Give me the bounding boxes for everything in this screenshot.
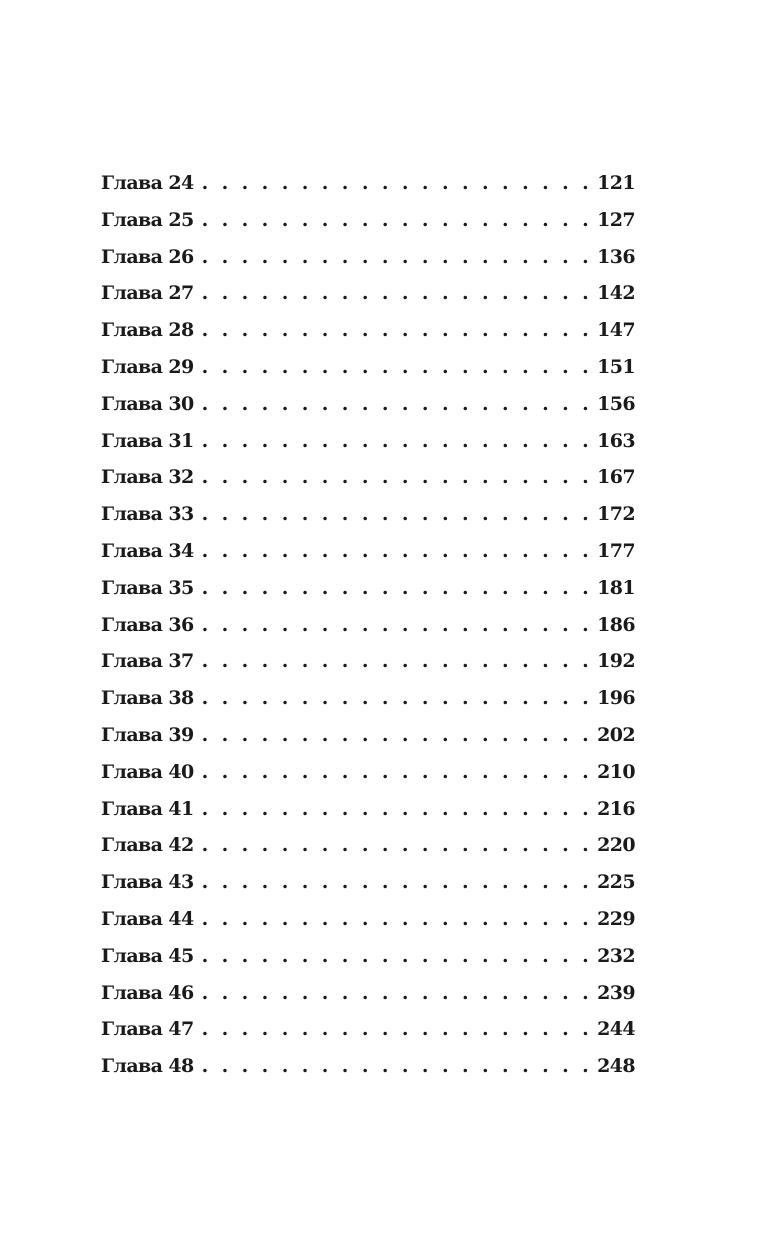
chapter-label: Глава 39 xyxy=(101,723,194,746)
toc-entry[interactable] xyxy=(101,614,635,651)
toc-entry[interactable] xyxy=(101,724,635,761)
dot-leader xyxy=(202,761,592,783)
toc-entry[interactable] xyxy=(101,356,635,393)
chapter-label: Глава 47 xyxy=(101,1018,194,1041)
dot-leader xyxy=(202,650,592,672)
dot-leader xyxy=(202,724,592,746)
page-number: 225 xyxy=(597,871,635,894)
page-number: 127 xyxy=(597,208,635,231)
chapter-label: Глава 32 xyxy=(101,466,194,489)
page-number: 156 xyxy=(597,392,635,415)
dot-leader xyxy=(202,982,592,1004)
toc-entry[interactable] xyxy=(101,834,635,871)
page-number: 248 xyxy=(597,1055,635,1078)
page-number: 202 xyxy=(597,723,635,746)
toc-entry[interactable] xyxy=(101,871,635,908)
page-number: 196 xyxy=(597,687,635,710)
dot-leader xyxy=(202,1018,592,1040)
toc-entry[interactable] xyxy=(101,466,635,503)
dot-leader xyxy=(202,798,592,820)
toc-entry[interactable] xyxy=(101,1018,635,1055)
chapter-label: Глава 36 xyxy=(101,613,194,636)
dot-leader xyxy=(202,246,592,268)
toc-entry[interactable] xyxy=(101,209,635,246)
toc-entry[interactable] xyxy=(101,319,635,356)
page-number: 163 xyxy=(597,429,635,452)
toc-entry[interactable] xyxy=(101,908,635,945)
dot-leader xyxy=(202,577,592,599)
chapter-label: Глава 28 xyxy=(101,319,194,342)
toc-entry[interactable] xyxy=(101,246,635,283)
chapter-label: Глава 42 xyxy=(101,834,194,857)
toc-entry[interactable] xyxy=(101,687,635,724)
chapter-label: Глава 24 xyxy=(101,172,194,194)
chapter-label: Глава 41 xyxy=(101,797,194,820)
chapter-label: Глава 35 xyxy=(101,576,194,599)
page-number: 151 xyxy=(597,355,635,378)
page-number: 136 xyxy=(597,245,635,268)
dot-leader xyxy=(202,834,592,856)
toc-entry[interactable] xyxy=(101,945,635,982)
toc-entry[interactable] xyxy=(101,761,635,798)
dot-leader xyxy=(202,356,592,378)
page-number: 210 xyxy=(597,760,635,783)
chapter-label: Глава 27 xyxy=(101,282,194,305)
page-number: 220 xyxy=(597,834,635,857)
toc-entry[interactable] xyxy=(101,172,635,209)
page-number: 177 xyxy=(597,539,635,562)
chapter-label: Глава 30 xyxy=(101,392,194,415)
page-number: 172 xyxy=(597,503,635,526)
dot-leader xyxy=(202,871,592,893)
dot-leader xyxy=(202,687,592,709)
chapter-label: Глава 37 xyxy=(101,650,194,673)
chapter-label: Глава 29 xyxy=(101,355,194,378)
toc-entry[interactable] xyxy=(101,982,635,1019)
page-number: 244 xyxy=(597,1018,635,1041)
chapter-label: Глава 34 xyxy=(101,539,194,562)
dot-leader xyxy=(202,945,592,967)
toc-entry[interactable] xyxy=(101,282,635,319)
toc-entry[interactable] xyxy=(101,503,635,540)
toc-entry[interactable] xyxy=(101,430,635,467)
chapter-label: Глава 43 xyxy=(101,871,194,894)
chapter-label: Глава 48 xyxy=(101,1055,194,1078)
page-number: 216 xyxy=(597,797,635,820)
toc-entry[interactable] xyxy=(101,650,635,687)
chapter-label: Глава 46 xyxy=(101,981,194,1004)
dot-leader xyxy=(202,319,592,341)
toc-entry[interactable] xyxy=(101,1055,635,1092)
page-number: 192 xyxy=(597,650,635,673)
chapter-label: Глава 26 xyxy=(101,245,194,268)
page-number: 229 xyxy=(597,907,635,930)
dot-leader xyxy=(202,1055,592,1077)
chapter-label: Глава 40 xyxy=(101,760,194,783)
dot-leader xyxy=(202,172,592,194)
page-number: 186 xyxy=(597,613,635,636)
chapter-label: Глава 31 xyxy=(101,429,194,452)
toc-entry[interactable] xyxy=(101,798,635,835)
dot-leader xyxy=(202,614,592,636)
chapter-label: Глава 44 xyxy=(101,907,194,930)
chapter-label: Глава 33 xyxy=(101,503,194,526)
page-number: 239 xyxy=(597,981,635,1004)
page-number: 142 xyxy=(597,282,635,305)
dot-leader xyxy=(202,908,592,930)
toc-entry[interactable] xyxy=(101,393,635,430)
table-of-contents xyxy=(101,172,635,1092)
toc-entry[interactable] xyxy=(101,540,635,577)
dot-leader xyxy=(202,540,592,562)
chapter-label: Глава 25 xyxy=(101,208,194,231)
dot-leader xyxy=(202,393,592,415)
dot-leader xyxy=(202,503,592,525)
page-number: 147 xyxy=(597,319,635,342)
dot-leader xyxy=(202,466,592,488)
page-number: 121 xyxy=(597,172,635,194)
dot-leader xyxy=(202,282,592,304)
toc-entry[interactable] xyxy=(101,577,635,614)
page-number: 167 xyxy=(597,466,635,489)
page-number: 232 xyxy=(597,944,635,967)
chapter-label: Глава 45 xyxy=(101,944,194,967)
chapter-label: Глава 38 xyxy=(101,687,194,710)
page-number: 181 xyxy=(597,576,635,599)
dot-leader xyxy=(202,209,592,231)
dot-leader xyxy=(202,430,592,452)
